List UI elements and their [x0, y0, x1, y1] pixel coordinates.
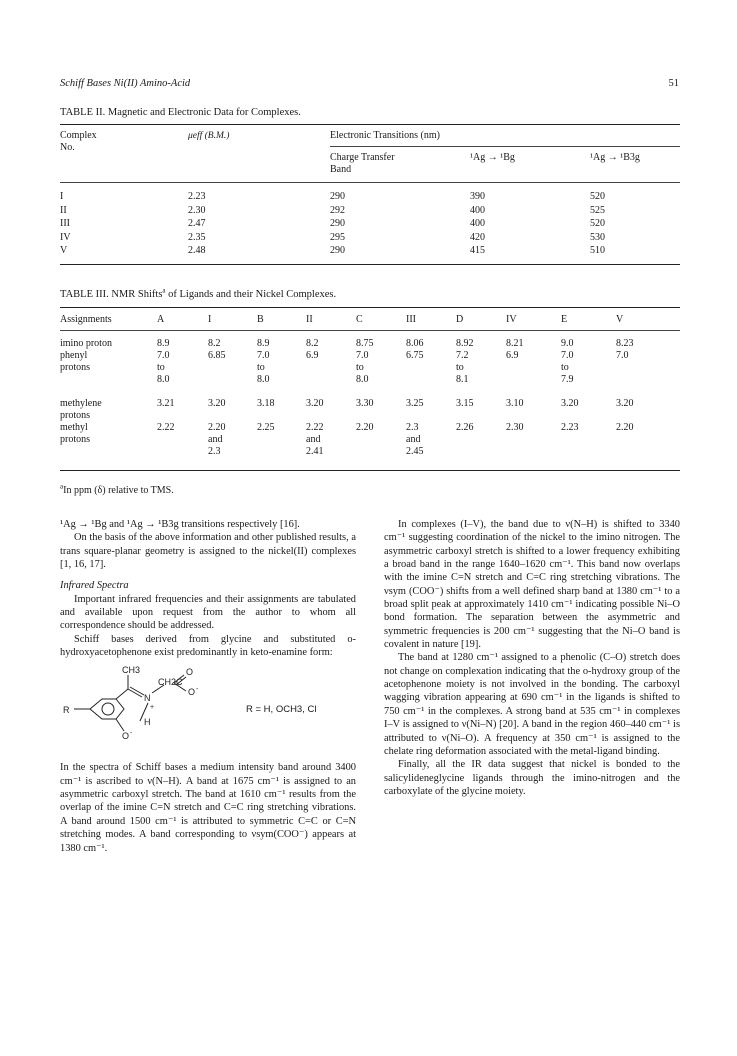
table3-cell: and — [208, 434, 223, 445]
table3-cell: 8.23 — [616, 338, 634, 349]
table3-cell: 8.0 — [356, 374, 369, 385]
table3-cell: 8.2 — [306, 338, 319, 349]
table3-cell: 7.9 — [561, 374, 574, 385]
table3-cell: 3.18 — [257, 398, 275, 409]
table2-cell-mu: 2.48 — [188, 245, 206, 256]
table2-cell-t1: 390 — [470, 191, 485, 202]
svg-text:N: N — [144, 693, 151, 704]
table3-cell: 2.20 — [356, 422, 374, 433]
table3-cell: 6.9 — [306, 350, 319, 361]
table3-cell: 3.20 — [306, 398, 324, 409]
page-number: 51 — [668, 78, 679, 89]
table3-cell: 2.30 — [506, 422, 524, 433]
table2-header-complex: Complex — [60, 130, 97, 141]
table2-cell-t1: 415 — [470, 245, 485, 256]
table3-header-cell: C — [356, 314, 363, 325]
table3-cell: 8.21 — [506, 338, 524, 349]
svg-text:O: O — [188, 687, 196, 698]
table3-cell: 2.25 — [257, 422, 275, 433]
table3-footnote — [60, 482, 174, 496]
table2-cell-ct: 290 — [330, 245, 345, 256]
table3-cell: 2.41 — [306, 446, 324, 457]
table3-cell: 3.20 — [561, 398, 579, 409]
table2-cell-t2: 520 — [590, 191, 605, 202]
table3-cell: 3.25 — [406, 398, 424, 409]
table3-cell: 6.85 — [208, 350, 226, 361]
table3-cell: 8.1 — [456, 374, 469, 385]
table3-cell: to — [356, 362, 364, 373]
table3-cell: and — [406, 434, 421, 445]
table2-header-band: Band — [330, 164, 352, 175]
table3-cell: 3.10 — [506, 398, 524, 409]
table3-header-cell: D — [456, 314, 464, 325]
table2-header-t1: ¹Ag → ¹Bg — [470, 152, 515, 163]
table3-caption-rest: of Ligands and their Nickel Complexes. — [165, 289, 337, 300]
table3-cell: 2.3 — [208, 446, 221, 457]
table3-cell: 8.0 — [157, 374, 170, 385]
table3-cell: 8.92 — [456, 338, 474, 349]
svg-text:O: O — [122, 731, 130, 742]
table3-row-label: protons — [60, 410, 90, 421]
table3-caption-sup: a — [162, 286, 166, 295]
table2-cell-ct: 290 — [330, 218, 345, 229]
table3-cell: 3.20 — [208, 398, 226, 409]
right-paragraph-3: Finally, all the IR data suggest that nickel is bonded to the salicylideneglycine ligands through the imino-nitrogen and the carboxylate of the glycine moiety. — [384, 759, 680, 797]
table3-row-label: methyl — [60, 422, 88, 433]
right-column — [384, 518, 680, 798]
table2-cell-ct: 290 — [330, 191, 345, 202]
table3-header-cell: E — [561, 314, 568, 325]
svg-text:+: + — [150, 704, 155, 712]
table3-cell: 8.9 — [257, 338, 270, 349]
svg-text:C: C — [176, 677, 183, 688]
svg-text:-: - — [130, 730, 133, 738]
left-paragraph-3: Important infrared frequencies and their assignments are tabulated and available upon request from the author to whom all correspondence should be addressed. — [60, 593, 356, 632]
table3-cell: 7.0 — [356, 350, 369, 361]
table3-cell: 2.22 — [306, 422, 324, 433]
table3-header-rule — [60, 330, 680, 331]
left-paragraph-5: In the spectra of Schiff bases a medium intensity band around 3400 cm⁻¹ is ascribed to ν(N–H). A band at 1675 cm⁻¹ is assigned to an asymmetric carboxyl stretch. The band at 1610 cm⁻¹ results from the overlap of the imine C=N stretch and C=C ring stretching vibrations. A band around 1500 cm⁻¹ is attributed to symmetric C=C or C=N stretching modes. A band corresponding to νsym(COO⁻) appears at 1380 cm⁻¹. — [60, 762, 356, 854]
table3-top-rule — [60, 307, 680, 308]
left-column — [60, 518, 356, 855]
table3-cell: 8.9 — [157, 338, 170, 349]
table2-cell-no: IV — [60, 231, 71, 243]
table2-sub-rule — [330, 146, 680, 147]
table2-cell-mu: 2.30 — [188, 204, 206, 216]
left-paragraph-1: ¹Ag → ¹Bg and ¹Ag → ¹B3g transitions respectively [16]. — [60, 519, 300, 530]
table3-header-cell: I — [208, 314, 212, 325]
table2-bottom-rule — [60, 264, 680, 265]
table2-header-no: No. — [60, 142, 75, 153]
right-paragraph-1: In complexes (I–V), the band due to ν(N–H) is shifted to 3340 cm⁻¹ suggesting coordination of the nickel to the imino nitrogen. The asymmetric carboxyl stretch is shifted to a lower frequency exhibiting a broad band in the range 1640–1620 cm⁻¹. This band now overlaps with the imine C=N stretch and C=C ring stretching vibrations. The νsym (COO⁻) shifts from a well defined sharp band at 1380 cm⁻¹ to a broad split peak at approximately 1410 cm⁻¹ indicating possible Ni–O bond formation. The separation between the asymmetric and symmetric frequencies is 200 cm⁻¹ suggesting that the Ni–O band is covalent in nature [19]. — [384, 519, 680, 651]
table3-cell: 2.26 — [456, 422, 474, 433]
table3-cell: 7.2 — [456, 350, 469, 361]
table3-cell: 8.06 — [406, 338, 424, 349]
svg-text:-: - — [196, 686, 199, 694]
svg-text:CH2: CH2 — [158, 677, 177, 688]
substituent-label: R = H, OCH3, Cl — [246, 704, 317, 716]
table3-cell: 3.30 — [356, 398, 374, 409]
table3-cell: 3.20 — [616, 398, 634, 409]
table3-cell: 8.75 — [356, 338, 374, 349]
table3-cell: 7.0 — [157, 350, 170, 361]
table3-cell: to — [157, 362, 165, 373]
svg-text:O: O — [186, 667, 194, 678]
table2-cell-mu: 2.23 — [188, 191, 206, 202]
section-heading-infrared: Infrared Spectra — [60, 580, 129, 592]
keto-enamine-structure — [60, 663, 356, 755]
left-paragraph-4: Schiff bases derived from glycine and substituted o-hydroxyacetophenone exist predominantly in keto-enamine form: — [60, 633, 356, 659]
svg-text:CH3: CH3 — [122, 665, 141, 676]
table3-cell: 6.75 — [406, 350, 424, 361]
table2-cell-t1: 400 — [470, 218, 485, 229]
table2-cell-mu: 2.47 — [188, 218, 206, 229]
table3-row-label: methylene — [60, 398, 102, 409]
svg-text:H: H — [144, 717, 151, 728]
table3-header-cell: IV — [506, 314, 517, 325]
table3-cell: 2.23 — [561, 422, 579, 433]
table3-cell: to — [257, 362, 265, 373]
table3-cell: 9.0 — [561, 338, 574, 349]
table2-cell-mu: 2.35 — [188, 231, 206, 243]
table2-cell-no: II — [60, 204, 67, 216]
table3-cell: 7.0 — [616, 350, 629, 361]
table3-header-cell: Assignments — [60, 314, 112, 325]
table3-cell: 2.20 — [616, 422, 634, 433]
table3-row-label: imino proton — [60, 338, 112, 349]
table2-cell-t2: 525 — [590, 204, 605, 216]
table2-cell-no: V — [60, 245, 68, 256]
table2-header-mu: μeff (B.M.) — [188, 131, 230, 141]
table2-header-t2: ¹Ag → ¹B3g — [590, 152, 640, 163]
table3-cell: 8.2 — [208, 338, 221, 349]
table3-cell: 3.21 — [157, 398, 175, 409]
table3-cell: and — [306, 434, 321, 445]
table2-header-charge: Charge Transfer — [330, 152, 395, 163]
table3-cell: 2.45 — [406, 446, 424, 457]
table3-footnote-text: In ppm (δ) relative to TMS. — [63, 485, 174, 496]
right-paragraph-2: The band at 1280 cm⁻¹ assigned to a phenolic (C–O) stretch does not change on complexation indicating that the o-hydroxy group of the acetophenone moiety is not involved in the bonding. The carboxyl wagging vibration appearing at 690 cm⁻¹ in the ligands is shifted to 750 cm⁻¹ in the complexes. A strong band at 535 cm⁻¹ in complexes I–V is assigned to ν(Ni–N) [20]. A band in the region 460–440 cm⁻¹ is attributed to ν(Ni–O). A frequency at 350 cm⁻¹ is assigned to the chelate ring deformation associated with the metal-ligand binding. — [384, 652, 680, 757]
table3-caption-text: TABLE III. NMR Shifts — [60, 289, 163, 300]
table3-footnote-sup: a — [60, 482, 64, 491]
table2-cell-t1: 400 — [470, 204, 485, 216]
running-title: Schiff Bases Ni(II) Amino-Acid — [60, 78, 191, 89]
structure-drawing — [60, 663, 240, 755]
table3-cell: to — [561, 362, 569, 373]
left-paragraph-2: On the basis of the above information and other published results, a trans square-planar geometry is assigned to the nickel(II) complexes [1, 16, 17]. — [60, 532, 356, 571]
running-header — [60, 78, 679, 94]
table3-cell: 6.9 — [506, 350, 519, 361]
table3-header-cell: V — [616, 314, 624, 325]
table2-header-electronic: Electronic Transitions (nm) — [330, 130, 440, 141]
table3-row-label: phenyl — [60, 350, 88, 361]
table3-header-cell: II — [306, 314, 313, 325]
table2-cell-no: I — [60, 191, 64, 202]
table3-cell: 8.0 — [257, 374, 270, 385]
table2-cell-t2: 530 — [590, 231, 605, 243]
table3-cell: 3.15 — [456, 398, 474, 409]
svg-text:R: R — [63, 705, 70, 716]
table3-caption — [60, 286, 337, 300]
table3-header-cell: III — [406, 314, 416, 325]
table2-cell-no: III — [60, 218, 70, 229]
table3-cell: 2.3 — [406, 422, 419, 433]
table3-bottom-rule — [60, 470, 680, 471]
table2-header-rule — [60, 182, 680, 183]
table2-cell-ct: 292 — [330, 204, 345, 216]
table2-cell-t1: 420 — [470, 231, 485, 243]
table3-cell: 2.22 — [157, 422, 175, 433]
table3-header-cell: A — [157, 314, 165, 325]
table3-row-label: protons — [60, 434, 90, 445]
table2-caption: TABLE II. Magnetic and Electronic Data for Complexes. — [60, 107, 301, 118]
table3-cell: 7.0 — [561, 350, 574, 361]
table3-header-cell: B — [257, 314, 264, 325]
table3-cell: to — [456, 362, 464, 373]
table3-cell: 2.20 — [208, 422, 226, 433]
table2-cell-t2: 520 — [590, 218, 605, 229]
table3-row-label: protons — [60, 362, 90, 373]
table2-cell-t2: 510 — [590, 245, 605, 256]
table2-cell-ct: 295 — [330, 231, 345, 243]
table2-top-rule — [60, 124, 680, 125]
table3-cell: 7.0 — [257, 350, 270, 361]
